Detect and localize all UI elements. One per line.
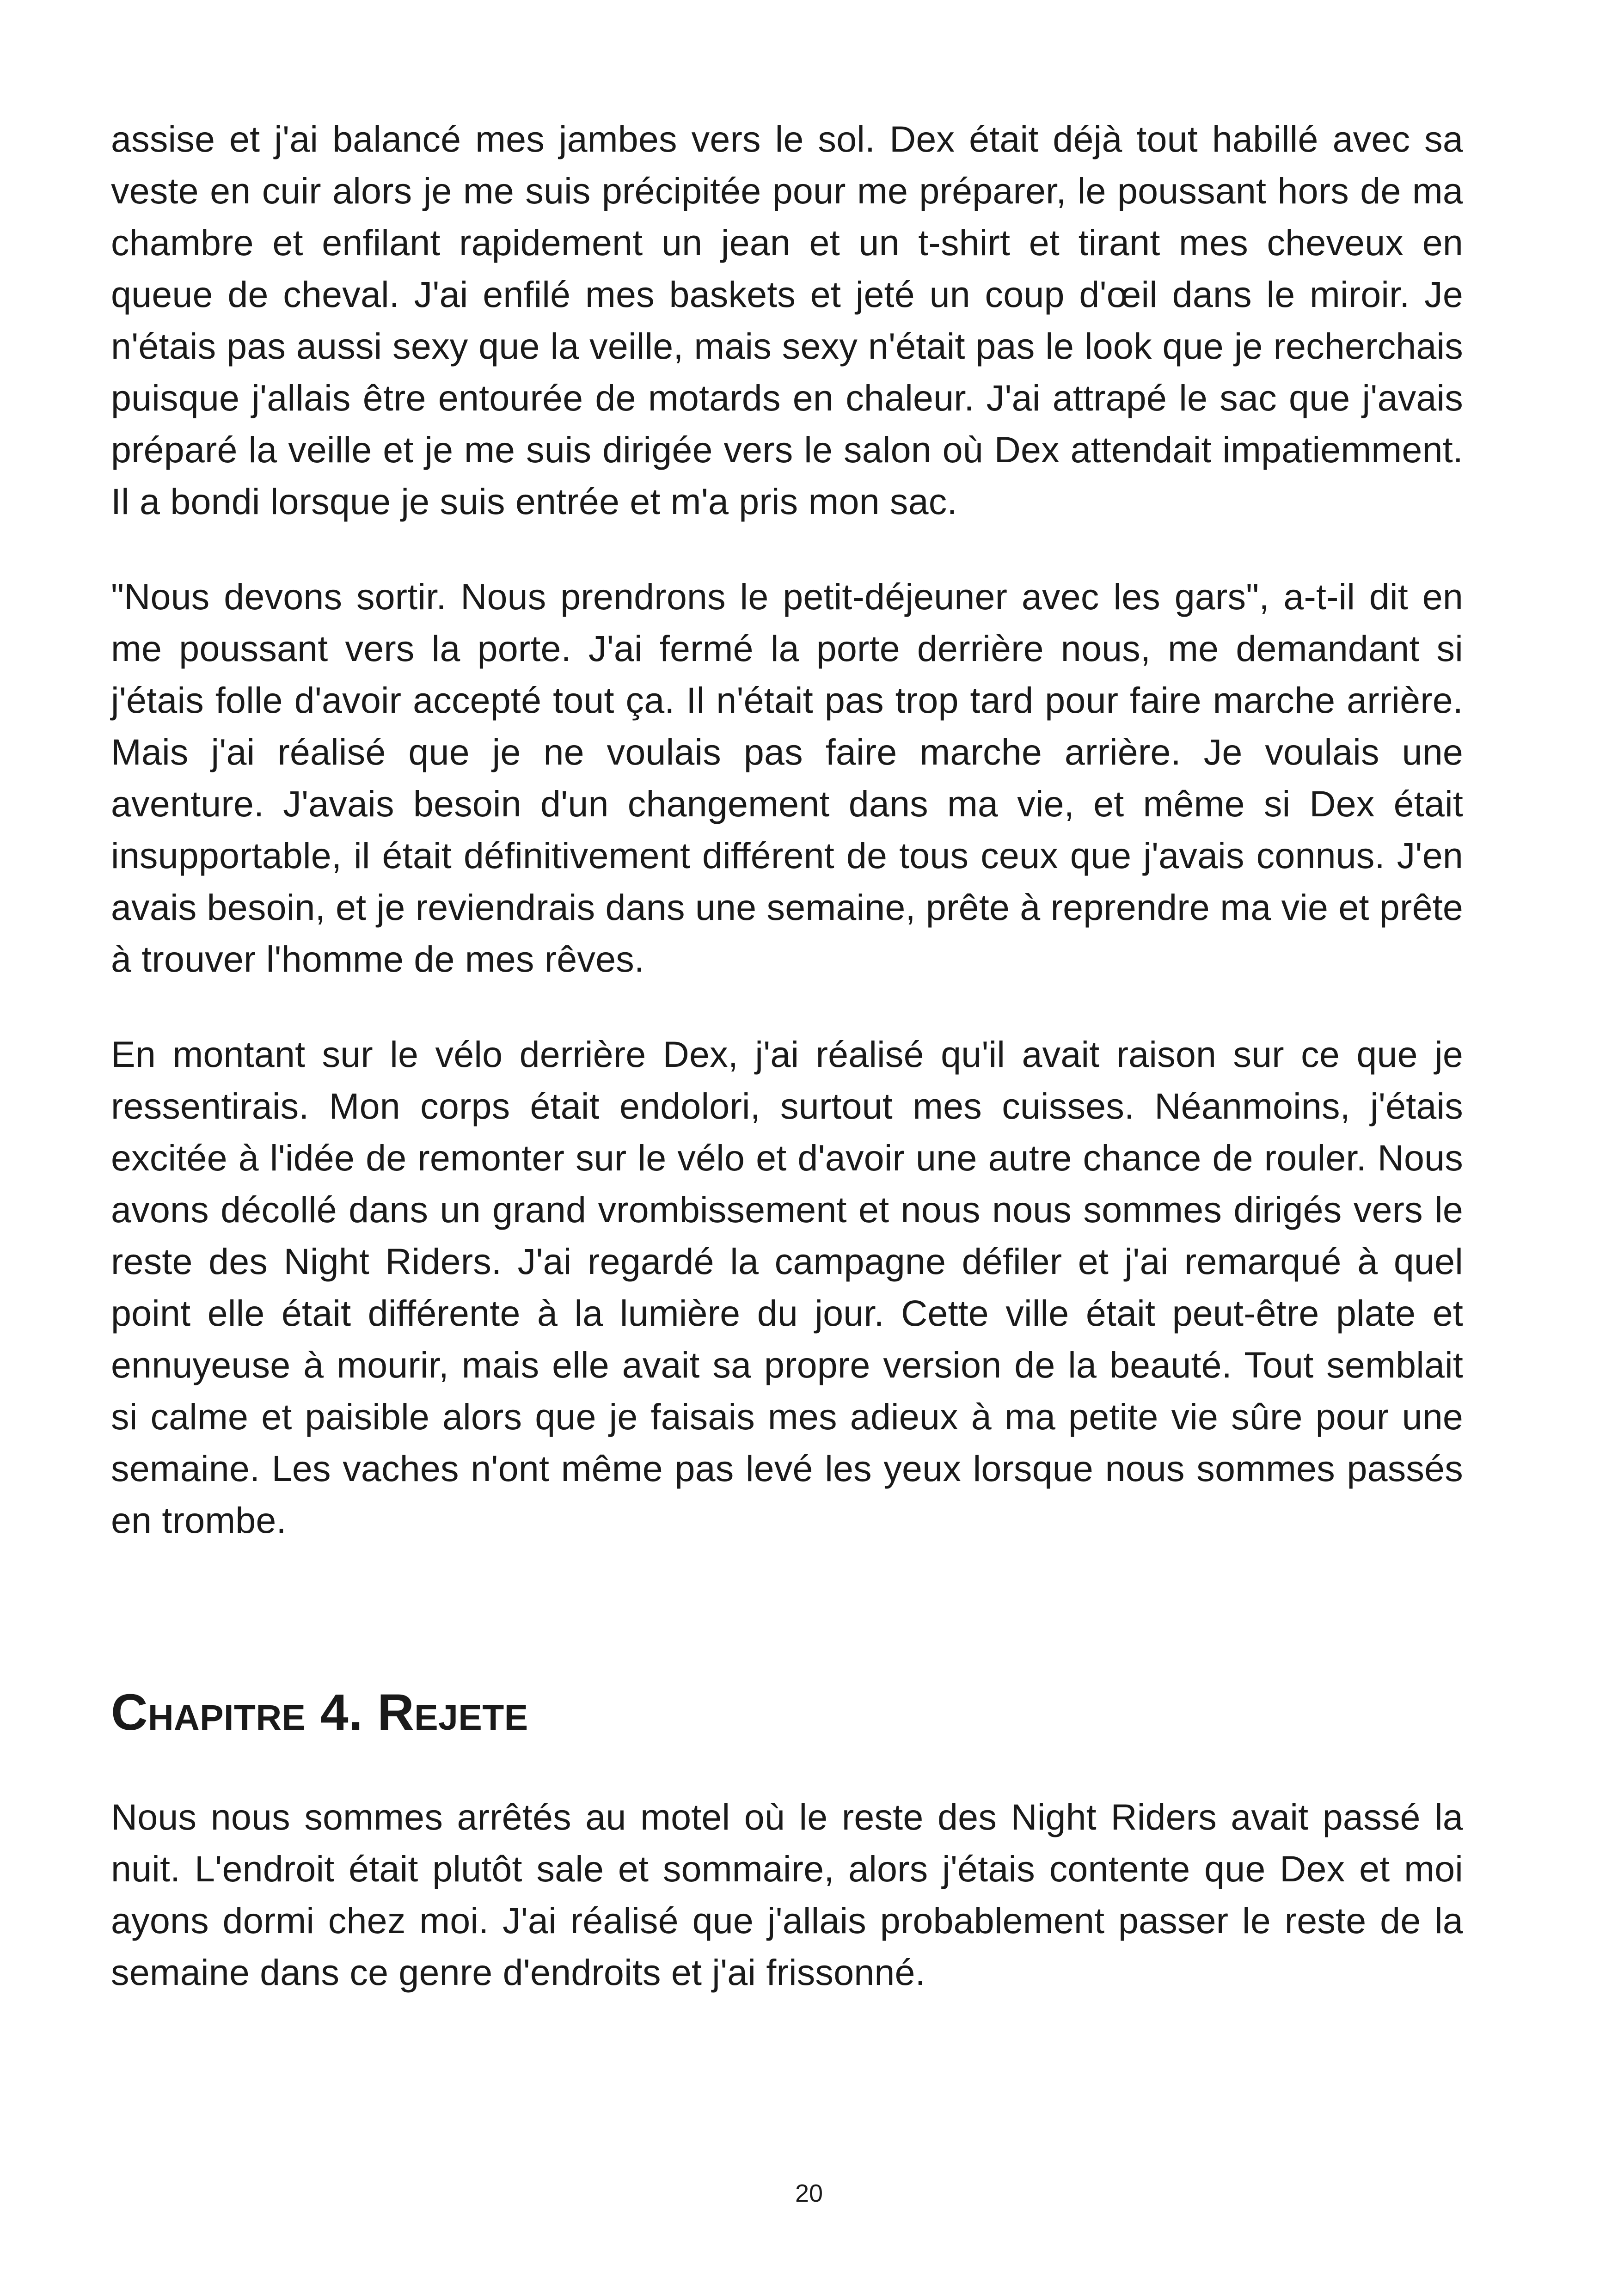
body-paragraph-4: Nous nous sommes arrêtés au motel où le reste des Night Riders avait passé la nuit. L'endroit était plutôt sale et sommaire, alors j'étais contente que Dex et moi ayons dormi chez moi. J'ai réalisé que j'allais probablement passer le reste de la semaine dans ce genre d'endroits et j'ai frissonné. bbox=[111, 1796, 1463, 1993]
page-number: 20 bbox=[795, 2180, 823, 2207]
chapter-heading: Chapitre 4. Rejete bbox=[111, 1684, 528, 1741]
body-paragraph-2: "Nous devons sortir. Nous prendrons le petit-déjeuner avec les gars", a-t-il dit en me poussant vers la porte. J'ai fermé la porte derrière nous, me demandant si j'étais folle d'avoir accepté tout ça. Il n'était pas trop tard pour faire marche arrière. Mais j'ai réalisé que je ne voulais pas faire marche arrière. Je voulais une aventure. J'avais besoin d'un changement dans ma vie, et même si Dex était insupportable, il était définitivement différent de tous ceux que j'avais connus. J'en avais besoin, et je reviendrais dans une semaine, prête à reprendre ma vie et prête à trouver l'homme de mes rêves. bbox=[111, 576, 1463, 980]
body-paragraph-1: assise et j'ai balancé mes jambes vers le sol. Dex était déjà tout habillé avec sa veste en cuir alors je me suis précipitée pour me préparer, le poussant hors de ma chambre et enfilant rapidement un jean et un t-shirt et tirant mes cheveux en queue de cheval. J'ai enfilé mes baskets et jeté un coup d'œil dans le miroir. Je n'étais pas aussi sexy que la veille, mais sexy n'était pas le look que je recherchais puisque j'allais être entourée de motards en chaleur. J'ai attrapé le sac que j'avais préparé la veille et je me suis dirigée vers le salon où Dex attendait impatiemment. Il a bondi lorsque je suis entrée et m'a pris mon sac. bbox=[111, 118, 1463, 522]
body-paragraph-3: En montant sur le vélo derrière Dex, j'ai réalisé qu'il avait raison sur ce que je ressentirais. Mon corps était endolori, surtout mes cuisses. Néanmoins, j'étais excitée à l'idée de remonter sur le vélo et d'avoir une autre chance de rouler. Nous avons décollé dans un grand vrombissement et nous nous sommes dirigés vers le reste des Night Riders. J'ai regardé la campagne défiler et j'ai remarqué à quel point elle était différente à la lumière du jour. Cette ville était peut-être plate et ennuyeuse à mourir, mais elle avait sa propre version de la beauté. Tout semblait si calme et paisible alors que je faisais mes adieux à ma petite vie sûre pour une semaine. Les vaches n'ont même pas levé les yeux lorsque nous sommes passés en trombe. bbox=[111, 1034, 1463, 1541]
